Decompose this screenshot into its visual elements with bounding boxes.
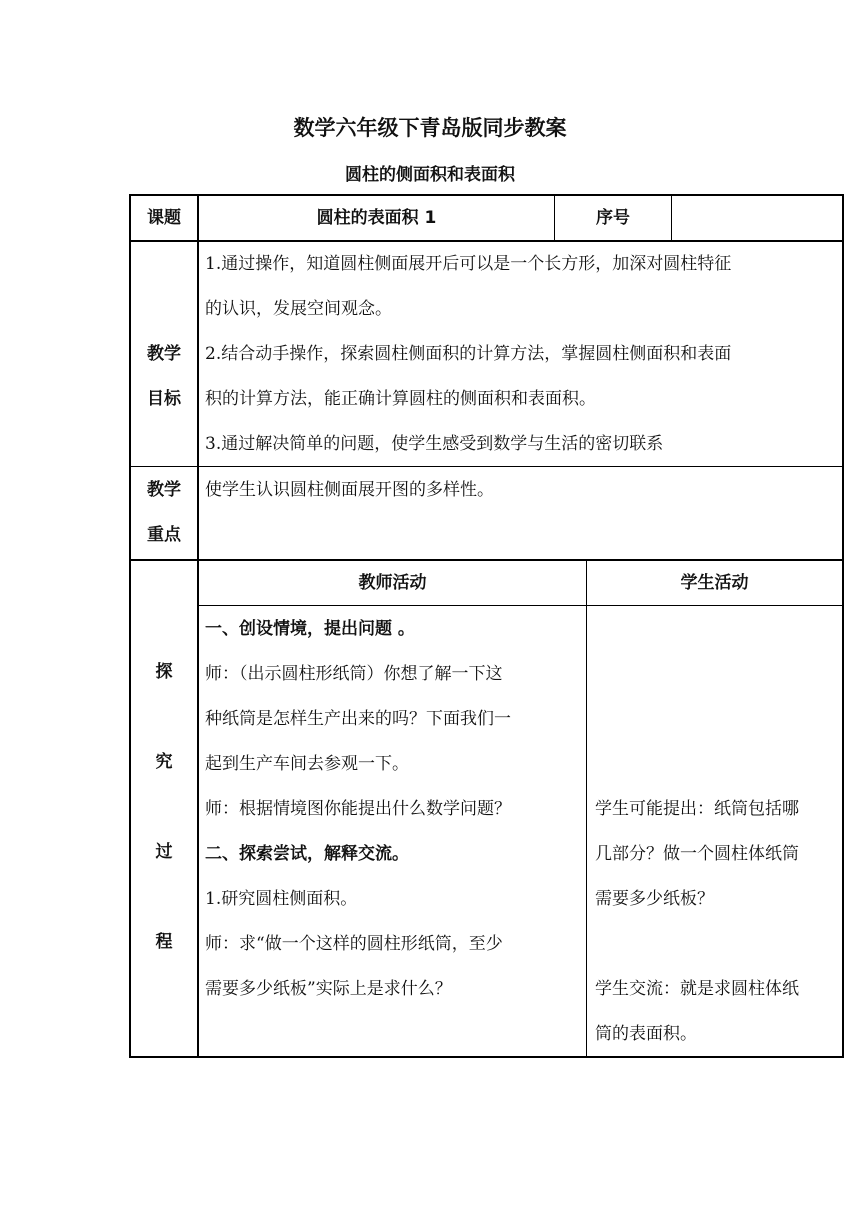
- process-label-char: 究: [155, 752, 173, 772]
- student-line: 几部分？做一个圆柱体纸筒: [595, 844, 799, 864]
- student-line: 筒的表面积。: [595, 1024, 697, 1044]
- teacher-line: 起到生产车间去参观一下。: [205, 754, 409, 774]
- focus-label-line-1: 教学: [147, 480, 181, 500]
- goals-label-line-1: 教学: [147, 344, 181, 364]
- seq-label: 序号: [596, 208, 630, 228]
- section-heading: 一、创设情境，提出问题 。: [205, 619, 415, 639]
- teacher-line: 种纸筒是怎样生产出来的吗？下面我们一: [205, 709, 511, 729]
- teacher-line: 师：（出示圆柱形纸筒）你想了解一下这: [205, 664, 503, 684]
- table-border-bottom: [129, 1056, 844, 1058]
- focus-text: 使学生认识圆柱侧面展开图的多样性。: [205, 480, 494, 500]
- student-line: 需要多少纸板？: [595, 889, 714, 909]
- student-line: 学生可能提出：纸筒包括哪: [595, 799, 799, 819]
- topic-label: 课题: [147, 208, 181, 228]
- goal-line: 3.通过解决简单的问题，使学生感受到数学与生活的密切联系: [205, 434, 664, 454]
- column-divider: [586, 560, 587, 1058]
- process-label-char: 过: [155, 842, 173, 862]
- goal-line: 积的计算方法，能正确计算圆柱的侧面积和表面积。: [205, 389, 596, 409]
- teacher-line: 需要多少纸板”实际上是求什么？: [205, 979, 452, 999]
- teacher-activity-header: 教师活动: [358, 573, 427, 593]
- column-divider: [671, 194, 672, 241]
- process-label-char: 程: [155, 932, 173, 952]
- goal-line: 的认识，发展空间观念。: [205, 299, 392, 319]
- student-activity-header: 学生活动: [680, 573, 749, 593]
- teacher-line: 师：根据情境图你能提出什么数学问题？: [205, 799, 511, 819]
- topic-value: 圆柱的表面积 1: [316, 208, 437, 228]
- document-title: 数学六年级下青岛版同步教案: [293, 116, 567, 140]
- table-border-right: [842, 194, 844, 1058]
- student-line: 学生交流：就是求圆柱体纸: [595, 979, 799, 999]
- section-heading: 二、探索尝试，解释交流。: [205, 844, 409, 864]
- process-label-char: 探: [155, 662, 173, 682]
- teacher-line: 1.研究圆柱侧面积。: [205, 889, 358, 909]
- goals-label-line-2: 目标: [147, 389, 181, 409]
- goal-line: 1.通过操作，知道圆柱侧面展开后可以是一个长方形，加深对圆柱特征: [205, 254, 732, 274]
- teacher-line: 师：求“做一个这样的圆柱形纸筒，至少: [205, 934, 503, 954]
- goal-line: 2.结合动手操作，探索圆柱侧面积的计算方法，掌握圆柱侧面积和表面: [205, 344, 732, 364]
- document-subtitle: 圆柱的侧面积和表面积: [345, 165, 515, 185]
- focus-label-line-2: 重点: [147, 525, 181, 545]
